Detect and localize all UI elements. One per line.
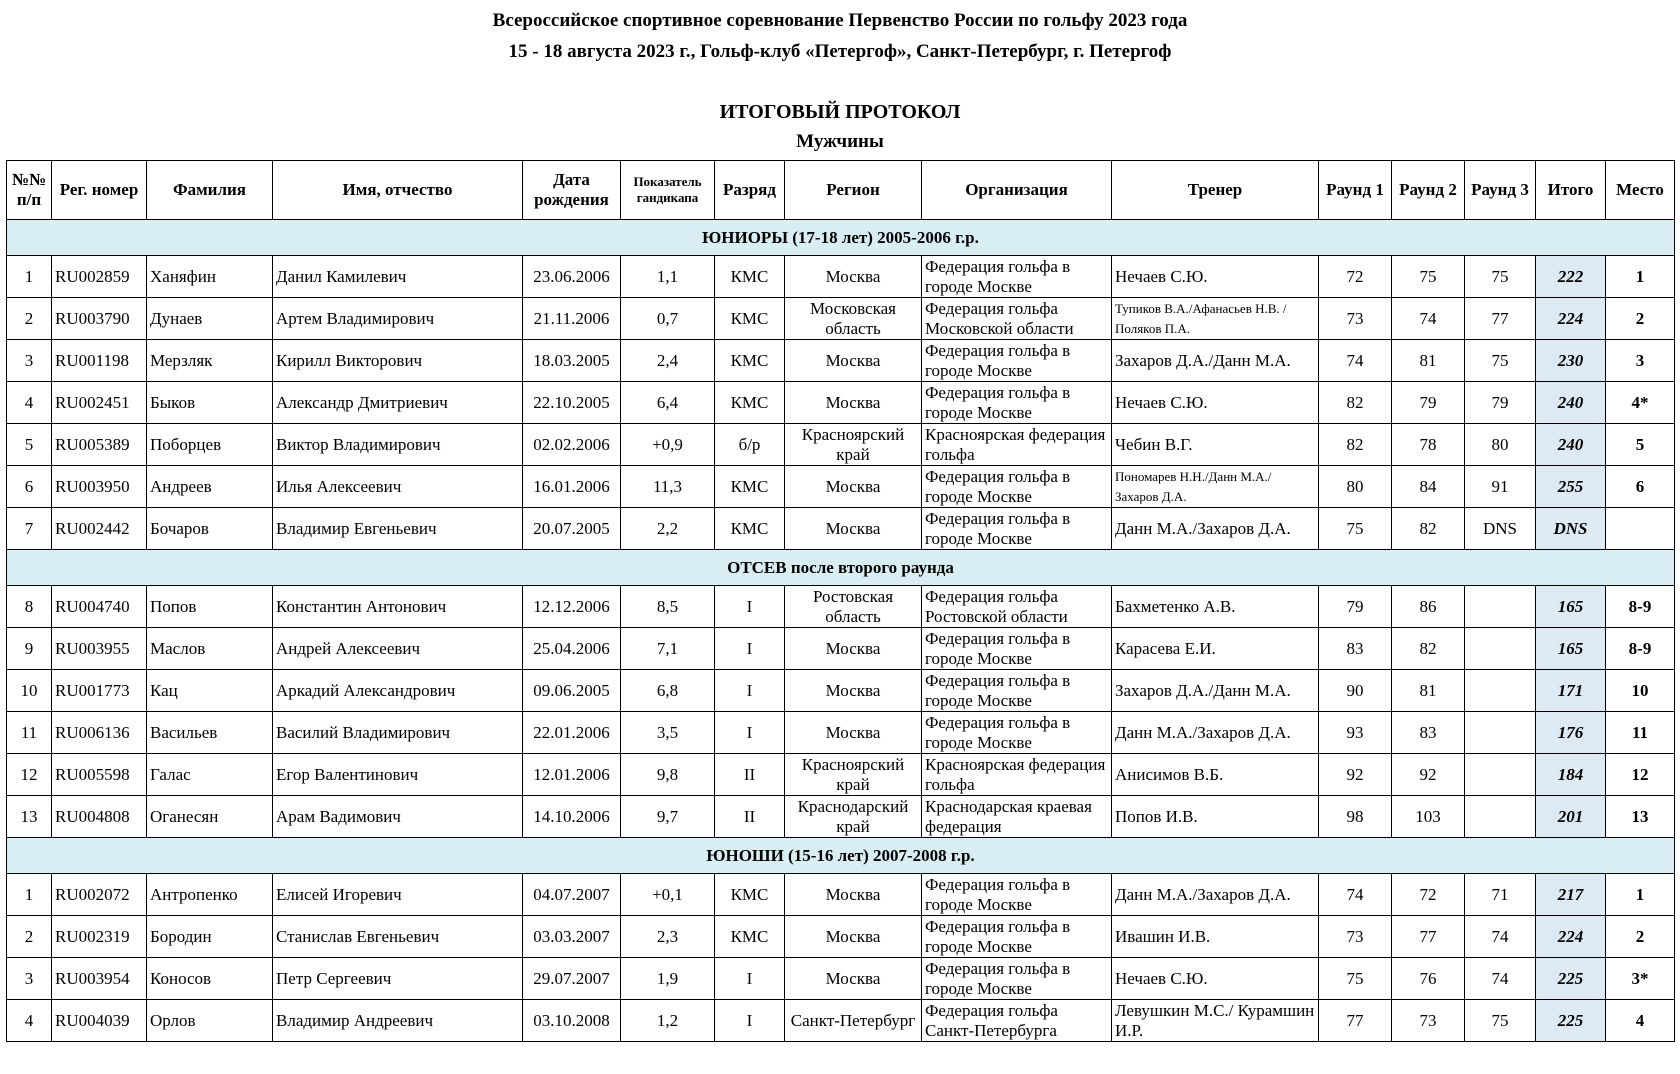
- cell-coach: Ивашин И.В.: [1112, 916, 1319, 958]
- cell-num: 1: [7, 256, 52, 298]
- cell-surname: Поборцев: [147, 424, 273, 466]
- cell-r3: [1465, 670, 1536, 712]
- cell-r1: 80: [1319, 466, 1392, 508]
- header-row: [7, 161, 1675, 220]
- cell-dob: 16.01.2006: [523, 466, 621, 508]
- cell-region: Москва: [785, 712, 922, 754]
- cell-r3: [1465, 586, 1536, 628]
- cell-reg: RU004740: [52, 586, 147, 628]
- cell-org: Краснодарская краевая федерация: [922, 796, 1112, 838]
- cell-r2: 73: [1392, 1000, 1465, 1042]
- cell-rank: КМС: [715, 382, 785, 424]
- cell-num: 7: [7, 508, 52, 550]
- cell-reg: RU001773: [52, 670, 147, 712]
- cell-r1: 74: [1319, 874, 1392, 916]
- cell-rank: б/р: [715, 424, 785, 466]
- cell-r2: 79: [1392, 382, 1465, 424]
- cell-name: Елисей Игоревич: [273, 874, 523, 916]
- cell-region: Москва: [785, 958, 922, 1000]
- cell-hcp: 1,2: [621, 1000, 715, 1042]
- cell-total: 176: [1536, 712, 1606, 754]
- cell-name: Арам Вадимович: [273, 796, 523, 838]
- cell-dob: 23.06.2006: [523, 256, 621, 298]
- cell-r3: 77: [1465, 298, 1536, 340]
- table-row: [7, 670, 1675, 712]
- cell-rank: КМС: [715, 298, 785, 340]
- cell-coach: Анисимов В.Б.: [1112, 754, 1319, 796]
- cell-dob: 03.03.2007: [523, 916, 621, 958]
- cell-r3: 74: [1465, 958, 1536, 1000]
- cell-total: 171: [1536, 670, 1606, 712]
- cell-place: 3: [1606, 340, 1675, 382]
- cell-r2: 84: [1392, 466, 1465, 508]
- cell-hcp: 3,5: [621, 712, 715, 754]
- table-row: [7, 424, 1675, 466]
- cell-org: Федерация гольфа Московской области: [922, 298, 1112, 340]
- cell-rank: КМС: [715, 340, 785, 382]
- cell-total: 240: [1536, 382, 1606, 424]
- title-line-1: Всероссийское спортивное соревнование Первенство России по гольфу 2023 года: [492, 10, 1188, 31]
- table-row: [7, 628, 1675, 670]
- cell-r3: 75: [1465, 340, 1536, 382]
- cell-total: 224: [1536, 916, 1606, 958]
- cell-surname: Оганесян: [147, 796, 273, 838]
- cell-r2: 103: [1392, 796, 1465, 838]
- cell-place: 1: [1606, 256, 1675, 298]
- cell-hcp: 2,4: [621, 340, 715, 382]
- cell-place: 4*: [1606, 382, 1675, 424]
- cell-org: Федерация гольфа в городе Москве: [922, 256, 1112, 298]
- cell-place: 8-9: [1606, 628, 1675, 670]
- cell-org: Федерация гольфа в городе Москве: [922, 382, 1112, 424]
- cell-rank: КМС: [715, 508, 785, 550]
- cell-rank: КМС: [715, 256, 785, 298]
- cell-coach: Захаров Д.А./Данн М.А.: [1112, 340, 1319, 382]
- cell-surname: Кац: [147, 670, 273, 712]
- cell-dob: 04.07.2007: [523, 874, 621, 916]
- cell-r3: [1465, 628, 1536, 670]
- cell-num: 10: [7, 670, 52, 712]
- cell-r3: 71: [1465, 874, 1536, 916]
- cell-reg: RU003955: [52, 628, 147, 670]
- cell-num: 13: [7, 796, 52, 838]
- cell-total: 240: [1536, 424, 1606, 466]
- cell-r2: 81: [1392, 670, 1465, 712]
- cell-name: Станислав Евгеньевич: [273, 916, 523, 958]
- category-title: Мужчины: [796, 131, 884, 152]
- cell-r2: 75: [1392, 256, 1465, 298]
- cell-surname: Попов: [147, 586, 273, 628]
- cell-place: 12: [1606, 754, 1675, 796]
- cell-place: 1: [1606, 874, 1675, 916]
- col-org: Организация: [922, 161, 1112, 220]
- cell-reg: RU002319: [52, 916, 147, 958]
- cell-name: Илья Алексеевич: [273, 466, 523, 508]
- cell-r3: 79: [1465, 382, 1536, 424]
- cell-coach: Данн М.А./Захаров Д.А.: [1112, 874, 1319, 916]
- cell-num: 2: [7, 916, 52, 958]
- cell-r1: 93: [1319, 712, 1392, 754]
- cell-rank: I: [715, 958, 785, 1000]
- cell-region: Москва: [785, 916, 922, 958]
- cell-total: 255: [1536, 466, 1606, 508]
- cell-name: Данил Камилевич: [273, 256, 523, 298]
- cell-num: 3: [7, 340, 52, 382]
- cell-org: Федерация гольфа в городе Москве: [922, 340, 1112, 382]
- cell-dob: 02.02.2006: [523, 424, 621, 466]
- cell-r1: 83: [1319, 628, 1392, 670]
- cell-coach: Тупиков В.А./Афанасьев Н.В. /Поляков П.А.: [1112, 298, 1319, 340]
- cell-org: Федерация гольфа в городе Москве: [922, 916, 1112, 958]
- cell-r3: [1465, 754, 1536, 796]
- cell-region: Москва: [785, 628, 922, 670]
- cell-surname: Бочаров: [147, 508, 273, 550]
- table-row: [7, 916, 1675, 958]
- cell-surname: Бородин: [147, 916, 273, 958]
- cell-place: 4: [1606, 1000, 1675, 1042]
- cell-name: Артем Владимирович: [273, 298, 523, 340]
- section-header: [7, 550, 1675, 586]
- cell-num: 1: [7, 874, 52, 916]
- cell-total: 165: [1536, 586, 1606, 628]
- col-total: Итого: [1536, 161, 1606, 220]
- cell-dob: 18.03.2005: [523, 340, 621, 382]
- cell-total: 225: [1536, 1000, 1606, 1042]
- cell-hcp: 6,8: [621, 670, 715, 712]
- cell-r2: 77: [1392, 916, 1465, 958]
- cell-dob: 22.10.2005: [523, 382, 621, 424]
- cell-hcp: 2,2: [621, 508, 715, 550]
- cell-r2: 83: [1392, 712, 1465, 754]
- cell-reg: RU002072: [52, 874, 147, 916]
- cell-total: 184: [1536, 754, 1606, 796]
- cell-num: 2: [7, 298, 52, 340]
- cell-org: Федерация гольфа в городе Москве: [922, 712, 1112, 754]
- cell-dob: 09.06.2005: [523, 670, 621, 712]
- cell-place: 8-9: [1606, 586, 1675, 628]
- col-num: №№ п/п: [7, 161, 52, 220]
- results-table: [6, 160, 1675, 1042]
- cell-coach: Данн М.А./Захаров Д.А.: [1112, 712, 1319, 754]
- cell-place: [1606, 508, 1675, 550]
- cell-r1: 72: [1319, 256, 1392, 298]
- cell-org: Федерация гольфа в городе Москве: [922, 508, 1112, 550]
- cell-rank: I: [715, 586, 785, 628]
- col-dob: Дата рождения: [523, 161, 621, 220]
- cell-coach: Пономарев Н.Н./Данн М.А./ Захаров Д.А.: [1112, 466, 1319, 508]
- cell-hcp: 11,3: [621, 466, 715, 508]
- cell-reg: RU001198: [52, 340, 147, 382]
- cell-name: Кирилл Викторович: [273, 340, 523, 382]
- cell-rank: КМС: [715, 466, 785, 508]
- cell-name: Константин Антонович: [273, 586, 523, 628]
- cell-coach: Чебин В.Г.: [1112, 424, 1319, 466]
- table-row: [7, 754, 1675, 796]
- cell-rank: КМС: [715, 874, 785, 916]
- cell-org: Красноярская федерация гольфа: [922, 754, 1112, 796]
- cell-name: Петр Сергеевич: [273, 958, 523, 1000]
- cell-org: Федерация гольфа в городе Москве: [922, 958, 1112, 1000]
- section-header: [7, 220, 1675, 256]
- cell-org: Федерация гольфа в городе Москве: [922, 466, 1112, 508]
- table-row: [7, 466, 1675, 508]
- cell-dob: 29.07.2007: [523, 958, 621, 1000]
- cell-rank: I: [715, 712, 785, 754]
- cell-dob: 21.11.2006: [523, 298, 621, 340]
- cell-name: Александр Дмитриевич: [273, 382, 523, 424]
- cell-surname: Галас: [147, 754, 273, 796]
- cell-r3: DNS: [1465, 508, 1536, 550]
- cell-name: Василий Владимирович: [273, 712, 523, 754]
- table-row: [7, 586, 1675, 628]
- protocol-title: ИТОГОВЫЙ ПРОТОКОЛ: [719, 101, 961, 123]
- cell-r3: 91: [1465, 466, 1536, 508]
- cell-num: 6: [7, 466, 52, 508]
- cell-dob: 20.07.2005: [523, 508, 621, 550]
- cell-place: 6: [1606, 466, 1675, 508]
- cell-reg: RU003790: [52, 298, 147, 340]
- cell-rank: II: [715, 754, 785, 796]
- cell-coach: Попов И.В.: [1112, 796, 1319, 838]
- cell-coach: Карасева Е.И.: [1112, 628, 1319, 670]
- cell-name: Виктор Владимирович: [273, 424, 523, 466]
- cell-r3: 74: [1465, 916, 1536, 958]
- cell-org: Федерация гольфа Ростовской области: [922, 586, 1112, 628]
- cell-reg: RU002859: [52, 256, 147, 298]
- cell-hcp: 7,1: [621, 628, 715, 670]
- cell-surname: Андреев: [147, 466, 273, 508]
- col-r2: Раунд 2: [1392, 161, 1465, 220]
- cell-r1: 77: [1319, 1000, 1392, 1042]
- cell-reg: RU002442: [52, 508, 147, 550]
- col-r1: Раунд 1: [1319, 161, 1392, 220]
- cell-surname: Мерзляк: [147, 340, 273, 382]
- cell-region: Санкт-Петербург: [785, 1000, 922, 1042]
- cell-place: 11: [1606, 712, 1675, 754]
- cell-r3: [1465, 712, 1536, 754]
- cell-r2: 72: [1392, 874, 1465, 916]
- cell-r1: 79: [1319, 586, 1392, 628]
- cell-surname: Маслов: [147, 628, 273, 670]
- cell-r2: 92: [1392, 754, 1465, 796]
- cell-org: Федерация гольфа в городе Москве: [922, 670, 1112, 712]
- table-row: [7, 256, 1675, 298]
- cell-region: Москва: [785, 670, 922, 712]
- cell-total: 230: [1536, 340, 1606, 382]
- col-region: Регион: [785, 161, 922, 220]
- table-row: [7, 508, 1675, 550]
- cell-region: Москва: [785, 256, 922, 298]
- table-row: [7, 958, 1675, 1000]
- cell-total: 217: [1536, 874, 1606, 916]
- section-title: ЮНОШИ (15-16 лет) 2007-2008 г.р.: [7, 838, 1675, 874]
- cell-r2: 78: [1392, 424, 1465, 466]
- table-row: [7, 382, 1675, 424]
- cell-num: 5: [7, 424, 52, 466]
- col-rank: Разряд: [715, 161, 785, 220]
- table-row: [7, 340, 1675, 382]
- cell-r1: 75: [1319, 508, 1392, 550]
- section-title: ЮНИОРЫ (17-18 лет) 2005-2006 г.р.: [7, 220, 1675, 256]
- cell-region: Москва: [785, 874, 922, 916]
- cell-hcp: 1,9: [621, 958, 715, 1000]
- cell-region: Красноярский край: [785, 424, 922, 466]
- cell-region: Москва: [785, 508, 922, 550]
- cell-place: 2: [1606, 298, 1675, 340]
- cell-surname: Ханяфин: [147, 256, 273, 298]
- col-hcp: Показатель гандикапа: [621, 161, 715, 220]
- cell-reg: RU002451: [52, 382, 147, 424]
- cell-place: 5: [1606, 424, 1675, 466]
- cell-region: Краснодарский край: [785, 796, 922, 838]
- cell-r2: 74: [1392, 298, 1465, 340]
- cell-hcp: 8,5: [621, 586, 715, 628]
- cell-name: Андрей Алексеевич: [273, 628, 523, 670]
- cell-r1: 90: [1319, 670, 1392, 712]
- title-line-2: 15 - 18 августа 2023 г., Гольф-клуб «Петергоф», Санкт-Петербург, г. Петергоф: [508, 41, 1172, 62]
- cell-dob: 12.01.2006: [523, 754, 621, 796]
- cell-num: 12: [7, 754, 52, 796]
- cell-num: 3: [7, 958, 52, 1000]
- cell-region: Московская область: [785, 298, 922, 340]
- cell-total: 222: [1536, 256, 1606, 298]
- cell-place: 3*: [1606, 958, 1675, 1000]
- cell-reg: RU005598: [52, 754, 147, 796]
- col-reg: Рег. номер: [52, 161, 147, 220]
- col-coach: Тренер: [1112, 161, 1319, 220]
- cell-org: Федерация гольфа в городе Москве: [922, 874, 1112, 916]
- cell-r1: 73: [1319, 916, 1392, 958]
- cell-hcp: 9,8: [621, 754, 715, 796]
- section-title: ОТСЕВ после второго раунда: [7, 550, 1675, 586]
- table-row: [7, 298, 1675, 340]
- cell-place: 2: [1606, 916, 1675, 958]
- cell-name: Аркадий Александрович: [273, 670, 523, 712]
- cell-org: Федерация гольфа Санкт-Петербурга: [922, 1000, 1112, 1042]
- cell-rank: КМС: [715, 916, 785, 958]
- cell-surname: Дунаев: [147, 298, 273, 340]
- cell-hcp: 2,3: [621, 916, 715, 958]
- cell-rank: I: [715, 1000, 785, 1042]
- cell-region: Ростовская область: [785, 586, 922, 628]
- cell-surname: Антропенко: [147, 874, 273, 916]
- cell-hcp: 1,1: [621, 256, 715, 298]
- cell-r3: 75: [1465, 256, 1536, 298]
- cell-coach: Нечаев С.Ю.: [1112, 256, 1319, 298]
- cell-reg: RU003950: [52, 466, 147, 508]
- table-row: [7, 874, 1675, 916]
- cell-surname: Коносов: [147, 958, 273, 1000]
- cell-rank: I: [715, 670, 785, 712]
- cell-total: 225: [1536, 958, 1606, 1000]
- col-r3: Раунд 3: [1465, 161, 1536, 220]
- cell-dob: 22.01.2006: [523, 712, 621, 754]
- cell-dob: 14.10.2006: [523, 796, 621, 838]
- cell-coach: Данн М.А./Захаров Д.А.: [1112, 508, 1319, 550]
- cell-hcp: 9,7: [621, 796, 715, 838]
- cell-region: Москва: [785, 340, 922, 382]
- cell-reg: RU006136: [52, 712, 147, 754]
- cell-coach: Нечаев С.Ю.: [1112, 958, 1319, 1000]
- cell-reg: RU005389: [52, 424, 147, 466]
- col-surname: Фамилия: [147, 161, 273, 220]
- cell-num: 8: [7, 586, 52, 628]
- table-row: [7, 712, 1675, 754]
- cell-org: Федерация гольфа в городе Москве: [922, 628, 1112, 670]
- table-row: [7, 796, 1675, 838]
- cell-rank: I: [715, 628, 785, 670]
- cell-hcp: +0,1: [621, 874, 715, 916]
- cell-r3: [1465, 796, 1536, 838]
- cell-name: Владимир Андреевич: [273, 1000, 523, 1042]
- cell-coach: Бахметенко А.В.: [1112, 586, 1319, 628]
- cell-num: 4: [7, 1000, 52, 1042]
- cell-rank: II: [715, 796, 785, 838]
- cell-r3: 80: [1465, 424, 1536, 466]
- cell-num: 11: [7, 712, 52, 754]
- cell-hcp: +0,9: [621, 424, 715, 466]
- cell-region: Москва: [785, 466, 922, 508]
- cell-hcp: 0,7: [621, 298, 715, 340]
- cell-num: 9: [7, 628, 52, 670]
- cell-dob: 03.10.2008: [523, 1000, 621, 1042]
- cell-surname: Васильев: [147, 712, 273, 754]
- cell-region: Красноярский край: [785, 754, 922, 796]
- cell-surname: Орлов: [147, 1000, 273, 1042]
- cell-r2: 82: [1392, 508, 1465, 550]
- cell-total: 165: [1536, 628, 1606, 670]
- cell-r1: 75: [1319, 958, 1392, 1000]
- section-header: [7, 838, 1675, 874]
- cell-reg: RU004808: [52, 796, 147, 838]
- cell-reg: RU004039: [52, 1000, 147, 1042]
- cell-r2: 81: [1392, 340, 1465, 382]
- cell-r2: 86: [1392, 586, 1465, 628]
- cell-name: Егор Валентинович: [273, 754, 523, 796]
- cell-coach: Захаров Д.А./Данн М.А.: [1112, 670, 1319, 712]
- cell-r2: 82: [1392, 628, 1465, 670]
- cell-r1: 82: [1319, 424, 1392, 466]
- cell-r1: 82: [1319, 382, 1392, 424]
- cell-total: 201: [1536, 796, 1606, 838]
- col-name: Имя, отчество: [273, 161, 523, 220]
- cell-r1: 98: [1319, 796, 1392, 838]
- cell-reg: RU003954: [52, 958, 147, 1000]
- cell-surname: Быков: [147, 382, 273, 424]
- cell-coach: Нечаев С.Ю.: [1112, 382, 1319, 424]
- cell-place: 10: [1606, 670, 1675, 712]
- cell-r1: 74: [1319, 340, 1392, 382]
- cell-total: 224: [1536, 298, 1606, 340]
- col-place: Место: [1606, 161, 1675, 220]
- cell-r1: 92: [1319, 754, 1392, 796]
- cell-place: 13: [1606, 796, 1675, 838]
- cell-coach: Левушкин М.С./ Курамшин И.Р.: [1112, 1000, 1319, 1042]
- cell-region: Москва: [785, 382, 922, 424]
- cell-r3: 75: [1465, 1000, 1536, 1042]
- cell-total: DNS: [1536, 508, 1606, 550]
- cell-dob: 12.12.2006: [523, 586, 621, 628]
- cell-name: Владимир Евгеньевич: [273, 508, 523, 550]
- cell-r1: 73: [1319, 298, 1392, 340]
- cell-r2: 76: [1392, 958, 1465, 1000]
- cell-dob: 25.04.2006: [523, 628, 621, 670]
- cell-hcp: 6,4: [621, 382, 715, 424]
- cell-num: 4: [7, 382, 52, 424]
- cell-org: Красноярская федерация гольфа: [922, 424, 1112, 466]
- table-row: [7, 1000, 1675, 1042]
